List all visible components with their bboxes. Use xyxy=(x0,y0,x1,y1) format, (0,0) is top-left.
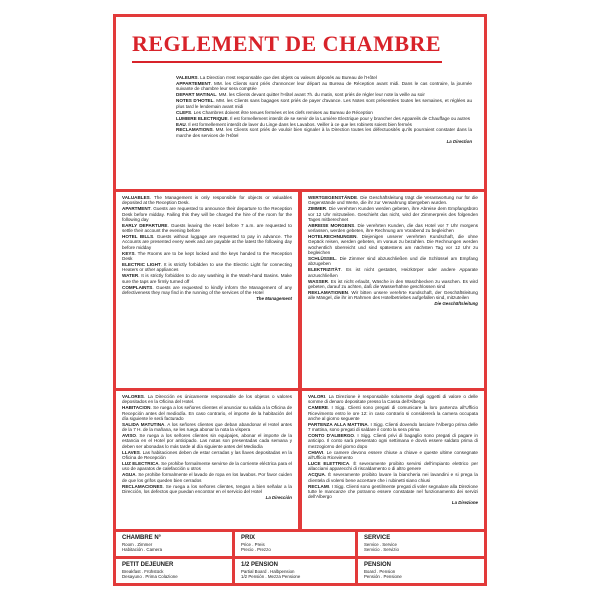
rule-heading: CLEFS xyxy=(176,109,192,115)
rule-clause xyxy=(122,472,292,483)
rule-clause xyxy=(308,394,478,405)
rule-text: . The Rooms are to be kept locked and the keys handed to the Reception Desk xyxy=(122,250,292,262)
rule-clause xyxy=(122,461,292,472)
rule-heading: KEYS xyxy=(122,250,135,256)
price-line: Price . Preis xyxy=(241,542,265,547)
rule-heading: LLAVES xyxy=(122,449,140,455)
panel-italian xyxy=(302,391,484,529)
rule-clause xyxy=(122,206,292,222)
rule-clause xyxy=(308,234,478,255)
rule-text: . Die verehrten Kunden werden gebeten, ihre Abreise dem Empfangsbüro vor 12 Uhr mitzuteilen. Geschieht das nicht, wird der Zimmerpreis des folgenden Tages mitberechnet xyxy=(308,206,478,222)
panel-english xyxy=(116,192,298,388)
service-title: SERVICE xyxy=(364,535,391,541)
rule-text: . La Direction n'est responsable que des objets ou valeurs déposés au Bureau de l'Hôtel xyxy=(197,75,377,80)
rule-clause xyxy=(176,81,472,92)
rule-clause xyxy=(176,122,472,127)
breakfast-box xyxy=(116,559,232,583)
rule-heading: RECLAMI xyxy=(308,483,329,489)
french-clauses xyxy=(176,75,472,144)
signature: The Management xyxy=(256,296,292,302)
rule-clause xyxy=(176,75,472,80)
rule-clause xyxy=(308,422,478,433)
rule-text: . Guests leaving the Hotel before 7 a.m. are requested to settle their account the evening before xyxy=(122,222,292,234)
signature: La Direzione xyxy=(451,500,478,506)
rule-clause xyxy=(308,461,478,472)
rule-clause xyxy=(122,422,292,433)
room-number-title: CHAMBRE N° xyxy=(122,535,162,541)
rule-text: . È severamente proibito lavare la biancheria nei lavandini e si prega la clientela di volersi bene accertare che i rubinetti siano chiusi xyxy=(308,472,478,483)
room-number-line: Room . Zimmer xyxy=(122,542,153,547)
rule-text: . Guests are requested to kindly inform the Management of any defectiveness they may find in the running of the services of the Hotel xyxy=(122,284,292,295)
rule-clause xyxy=(176,127,472,138)
rule-heading: ELEKTRIZITÄT xyxy=(308,267,341,273)
rule-text: . Las habitaciones deben de estar cerradas y las llaves depositadas en la Oficina de Recepción xyxy=(122,449,292,461)
rule-heading: APARTMENT xyxy=(122,206,151,212)
rule-clause xyxy=(308,279,478,290)
rule-heading: HOTEL BILLS xyxy=(122,234,154,240)
regulations-poster xyxy=(113,14,487,586)
rule-heading: WASSER xyxy=(308,278,328,284)
full-board-title: PENSION xyxy=(364,562,392,568)
service-box xyxy=(358,532,484,556)
full-board-line: Pensión . Pensione xyxy=(364,574,402,580)
rule-clause xyxy=(122,433,292,449)
rule-text: . It is strictly forbidden to do any washing in the Wash-hand Basins. Make sure the taps are firmly turned off xyxy=(122,273,292,284)
rule-text: . MM. les Clients sans bagages sont priés de payer d'avance. Les Notes sont présentées toutes les semaines, et réglées au plus tard le lendemain avant midi xyxy=(176,98,473,109)
rule-clause xyxy=(308,484,478,500)
rule-text: . Il est formellement interdit de laver du Linge dans les Lavabos. Veiller à ce que les robinets soient bien fermés xyxy=(185,121,412,127)
rule-text: . Se prohibe formalmente servirse de la corriente eléctrica para el uso de aparatos de calefacción u otros xyxy=(122,461,292,472)
rule-heading: WATER xyxy=(122,273,139,279)
rule-clause xyxy=(176,110,472,115)
rule-heading: ABREISE MORGENS xyxy=(308,222,355,228)
signature: Die Geschäftsleitung xyxy=(434,301,478,307)
rule-text: . It is strictly forbidden to use the Electric Light for connecting Heaters or other appliances xyxy=(122,262,292,273)
rule-clause xyxy=(308,267,478,278)
breakfast-line: Desayuno . Prima Colazione xyxy=(122,574,178,580)
rule-clause xyxy=(308,290,478,301)
rule-heading: LUZ ELECTRICA xyxy=(122,461,159,466)
german-clauses xyxy=(308,195,478,306)
rule-clause xyxy=(308,450,478,461)
rule-clause xyxy=(122,484,292,495)
full-board-line: Board . Pension xyxy=(364,569,396,574)
rule-clause xyxy=(308,472,478,483)
rule-clause xyxy=(308,223,478,234)
half-board-box xyxy=(235,559,355,583)
rule-clause xyxy=(122,262,292,273)
signature: La Dirección xyxy=(265,495,292,501)
rule-text: . Les Chambres doivent être tenues fermées et les clefs remises au Bureau de Réception xyxy=(191,109,373,115)
breakfast-line: Breakfast . Frühstück xyxy=(122,569,164,574)
rule-heading: ZIMMER xyxy=(308,206,327,212)
rule-heading: VALORES xyxy=(122,394,144,399)
room-number-box xyxy=(116,532,232,556)
rule-heading: AGUA xyxy=(122,472,136,478)
rule-text: . I Sigg. Clienti dovendo lasciare l'Albergo prima delle 7 mattina, sono pregati di saldare il conto la sera prima xyxy=(308,421,478,433)
rule-heading: NOTES D'HOTEL xyxy=(176,98,214,104)
panel-french xyxy=(116,17,484,189)
half-board-title: 1/2 PENSION xyxy=(241,562,279,568)
rule-heading: VALORI xyxy=(308,394,326,399)
rule-clause xyxy=(176,92,472,97)
rule-text: . La Direzione è responsabile solamente degli oggetti di valore o delle somme di denaro depositate presso la Cassa dell'Albergo xyxy=(308,394,478,405)
rule-heading: HABITACION xyxy=(122,405,151,411)
rule-clause xyxy=(308,256,478,267)
rule-clause xyxy=(122,273,292,284)
rule-heading: RECLAMACIONES xyxy=(122,483,163,489)
price-box xyxy=(235,532,355,556)
panel-spanish xyxy=(116,391,298,529)
rule-heading: ACQUA xyxy=(308,472,325,478)
rule-text: . MM. les Clients sont priés d'annoncer leur départ au Bureau de Réception avant midi. Dans le cas contraire, la journée suivante de chambre leur sera comptée xyxy=(176,80,472,92)
rule-text: . I Sigg. Clienti sono pregati di comunicare la loro partenza all'Ufficio Ricevimento entro le ore 12: in caso contrario si considererà la camera occupata anche al giorno seguente xyxy=(308,405,478,421)
rule-text: . Es ist nicht gestattet, Heizkörper oder andere Apparate anzuschließen xyxy=(308,267,478,278)
half-board-line: Partial Board . Halbpension xyxy=(241,569,295,574)
rule-clause xyxy=(122,195,292,206)
page-title: REGLEMENT DE CHAMBRE xyxy=(132,31,442,56)
rule-heading: RECLAMATIONS xyxy=(176,127,213,133)
rule-clause xyxy=(122,285,292,296)
rule-heading: AVISO xyxy=(122,433,136,439)
rule-heading: SCHLÜSSEL xyxy=(308,256,336,262)
rule-heading: EAU xyxy=(176,121,186,127)
rule-heading: REKLAMATIONEN xyxy=(308,289,348,295)
rule-text: . Il est formellement interdit de se servir de la Lumière Electrique pour y brancher des Appareils de Chauffage ou autres xyxy=(227,115,471,121)
rule-heading: APPARTEMENT xyxy=(176,80,211,86)
rule-text: . Le camere devono essere chiuse a chiave e queste ultime consegnate all'Ufficio Ricevimento xyxy=(308,449,478,461)
rule-clause xyxy=(122,405,292,421)
rule-clause xyxy=(122,394,292,405)
rule-text: . La Dirección es únicamente responsable de los objetos o valores depositados en la Oficina del Hotel. xyxy=(122,394,292,405)
rule-heading: ELECTRIC LIGHT xyxy=(122,262,161,267)
rule-text: . Es ist nicht erlaubt, Wäsche in den Waschbecken zu waschen. Es wird gebeten, darauf zu achten, daß die Wasserhähne geschlossen sind xyxy=(308,278,478,289)
rule-text: . Die Zimmer sind abzuschließen und die Schlüssel am Empfang abzugeben xyxy=(308,256,478,267)
rule-text: . MM. les Clients devant quitter l'Hôtel avant 7h. du matin, sont priés de régler leur note la veille au soir xyxy=(216,92,425,98)
italian-clauses xyxy=(308,394,478,505)
rule-heading: CAMERE xyxy=(308,405,328,411)
title-underline xyxy=(132,61,442,63)
english-clauses xyxy=(122,195,292,301)
rule-clause xyxy=(122,251,292,262)
rule-clause xyxy=(308,405,478,421)
rule-heading: LUCE ELETTRICA xyxy=(308,461,350,466)
rule-clause xyxy=(122,450,292,461)
rule-text: . Guests are requested to announce their departure to the Reception Desk before midday. Failing this they will be charged the hire of the room for the following day xyxy=(122,206,292,222)
rule-heading: EARLY DEPARTURE xyxy=(122,222,168,228)
rule-text: . The Management is only responsible for objects or valuables deposited at the Reception Desk. xyxy=(122,195,292,206)
rule-text: . Guests without luggage are requested to pay in advance. The Accounts are presented every week and are payable at the latest the following day before midday xyxy=(122,234,293,250)
rule-text: . A los señores clientes que deban abandonar el Hotel antes de la 7 H. de la mañana, se les ruega abonar la nota la víspera xyxy=(122,421,292,433)
service-line: Service . Service xyxy=(364,542,397,547)
price-title: PRIX xyxy=(241,535,256,541)
panel-german xyxy=(302,192,484,388)
rule-heading: CONTO D'ALBERGO xyxy=(308,433,355,439)
rule-text: . Se ruega a los señores clientes, tengan a bien señalar a la Dirección, los defectos que puedan encontrar en el servicio del Hotel xyxy=(122,483,292,494)
rule-heading: VALUABLES xyxy=(122,195,150,200)
rule-heading: HOTELRECHNUNGEN xyxy=(308,234,357,240)
spanish-clauses xyxy=(122,394,292,500)
breakfast-title: PETIT DEJEUNER xyxy=(122,562,174,568)
price-line: Precio . Prezzo xyxy=(241,547,271,553)
rule-text: . È severamente proibito servirsi dell'impianto elettrico per allacciarvi apparecchi di riscaldamento o di altro genere xyxy=(308,461,478,472)
rule-heading: DEPART MATINAL xyxy=(176,92,217,98)
rule-text: . I Sigg. Clienti sono gentilmente pregati di voler segnalare alla Direzione tutte le mancanze che potranno essere constatate nel funzionamento dei servizi dell'Albergo xyxy=(308,483,478,500)
rule-clause xyxy=(122,223,292,234)
rule-text: . Diejenigen unserer verehrten Kundschaft, die ohne Gepäck reisen, werden gebeten, im voraus zu bezahlen. Die Rechnungen werden wöchentlich überreicht und sind spätestens am nächsten Tag vor 12 Uhr zu begleichen xyxy=(308,234,478,256)
room-number-line: Habitación . Camera xyxy=(122,547,163,553)
rule-heading: LUMIERE ELECTRIQUE xyxy=(176,115,228,121)
rule-text: . Wir bitten unsere verehrte Kundschaft, der Geschäftsleitung alle Mängel, die ihr im Rahmen des Hotelbetriebes aufgefallen sind, mitzuteilen xyxy=(308,289,478,301)
rule-clause xyxy=(122,234,292,250)
half-board-line: 1/2 Pensión . Mezza Pensione xyxy=(241,574,301,580)
rule-clause xyxy=(308,433,478,449)
rule-clause xyxy=(176,116,472,121)
rule-text: . Se ruega a los señores clientes sin equipajes, abonar el importe de la estancia en el Hotel por anticipado. Las notas son presentadas cada semana y deben ser abonadas lo más tarde al día siguiente antes del Mediodía xyxy=(122,433,292,449)
rule-heading: PARTENZA ALLA MATTINA xyxy=(308,421,368,427)
rule-heading: SALIDA MATUTINA xyxy=(122,421,165,427)
service-line: Servicio . Servizio xyxy=(364,547,399,553)
rule-heading: CHIAVI xyxy=(308,449,324,455)
rule-text: . Die verehrten Kunden, die das Hotel vor 7 Uhr morgens verlassen, werden gebeten, ihre Rechnung am Vorabend zu begleichen xyxy=(308,222,478,234)
rule-clause xyxy=(308,195,478,206)
rule-text: . MM. les Clients sont priés de vouloir bien signaler à la Direction toutes les défectuosités qu'ils pourraient constater dans la marche des services de l'Hôtel xyxy=(176,127,472,138)
rule-heading: COMPLAINTS xyxy=(122,284,153,290)
rule-text: . I Sigg. Clienti privi di bagaglio sono pregati di pagare in anticipo. Il conto sarà presentato ogni settimana e dovrà essere saldato prima di mezzogiorno del giorno dopo xyxy=(308,433,478,449)
rule-text: . Se prohibe formalmente el lavado de ropa en los lavabos. Por favor cuiden de que los grifos queden bien cerrados xyxy=(122,472,292,483)
rule-heading: VALEURS xyxy=(176,75,198,80)
rule-text: . Se ruega a los señores clientes el anunciar su salida a la Oficina de Recepción antes del mediodía. En caso contrario, el importe de la habitación del día siguiente le será facturado xyxy=(122,405,292,421)
rule-clause xyxy=(308,206,478,222)
rule-text: . Die Geschäftsleitung trägt die Verantwortung nur für die Gegenstände und Werte, die ihr zur Verwahrung übergeben wurden. xyxy=(308,195,478,206)
rule-clause xyxy=(176,98,472,109)
signature: La Direction xyxy=(446,139,472,145)
full-board-box xyxy=(358,559,484,583)
rule-heading: WERTGEGENSTÄNDE xyxy=(308,195,358,200)
